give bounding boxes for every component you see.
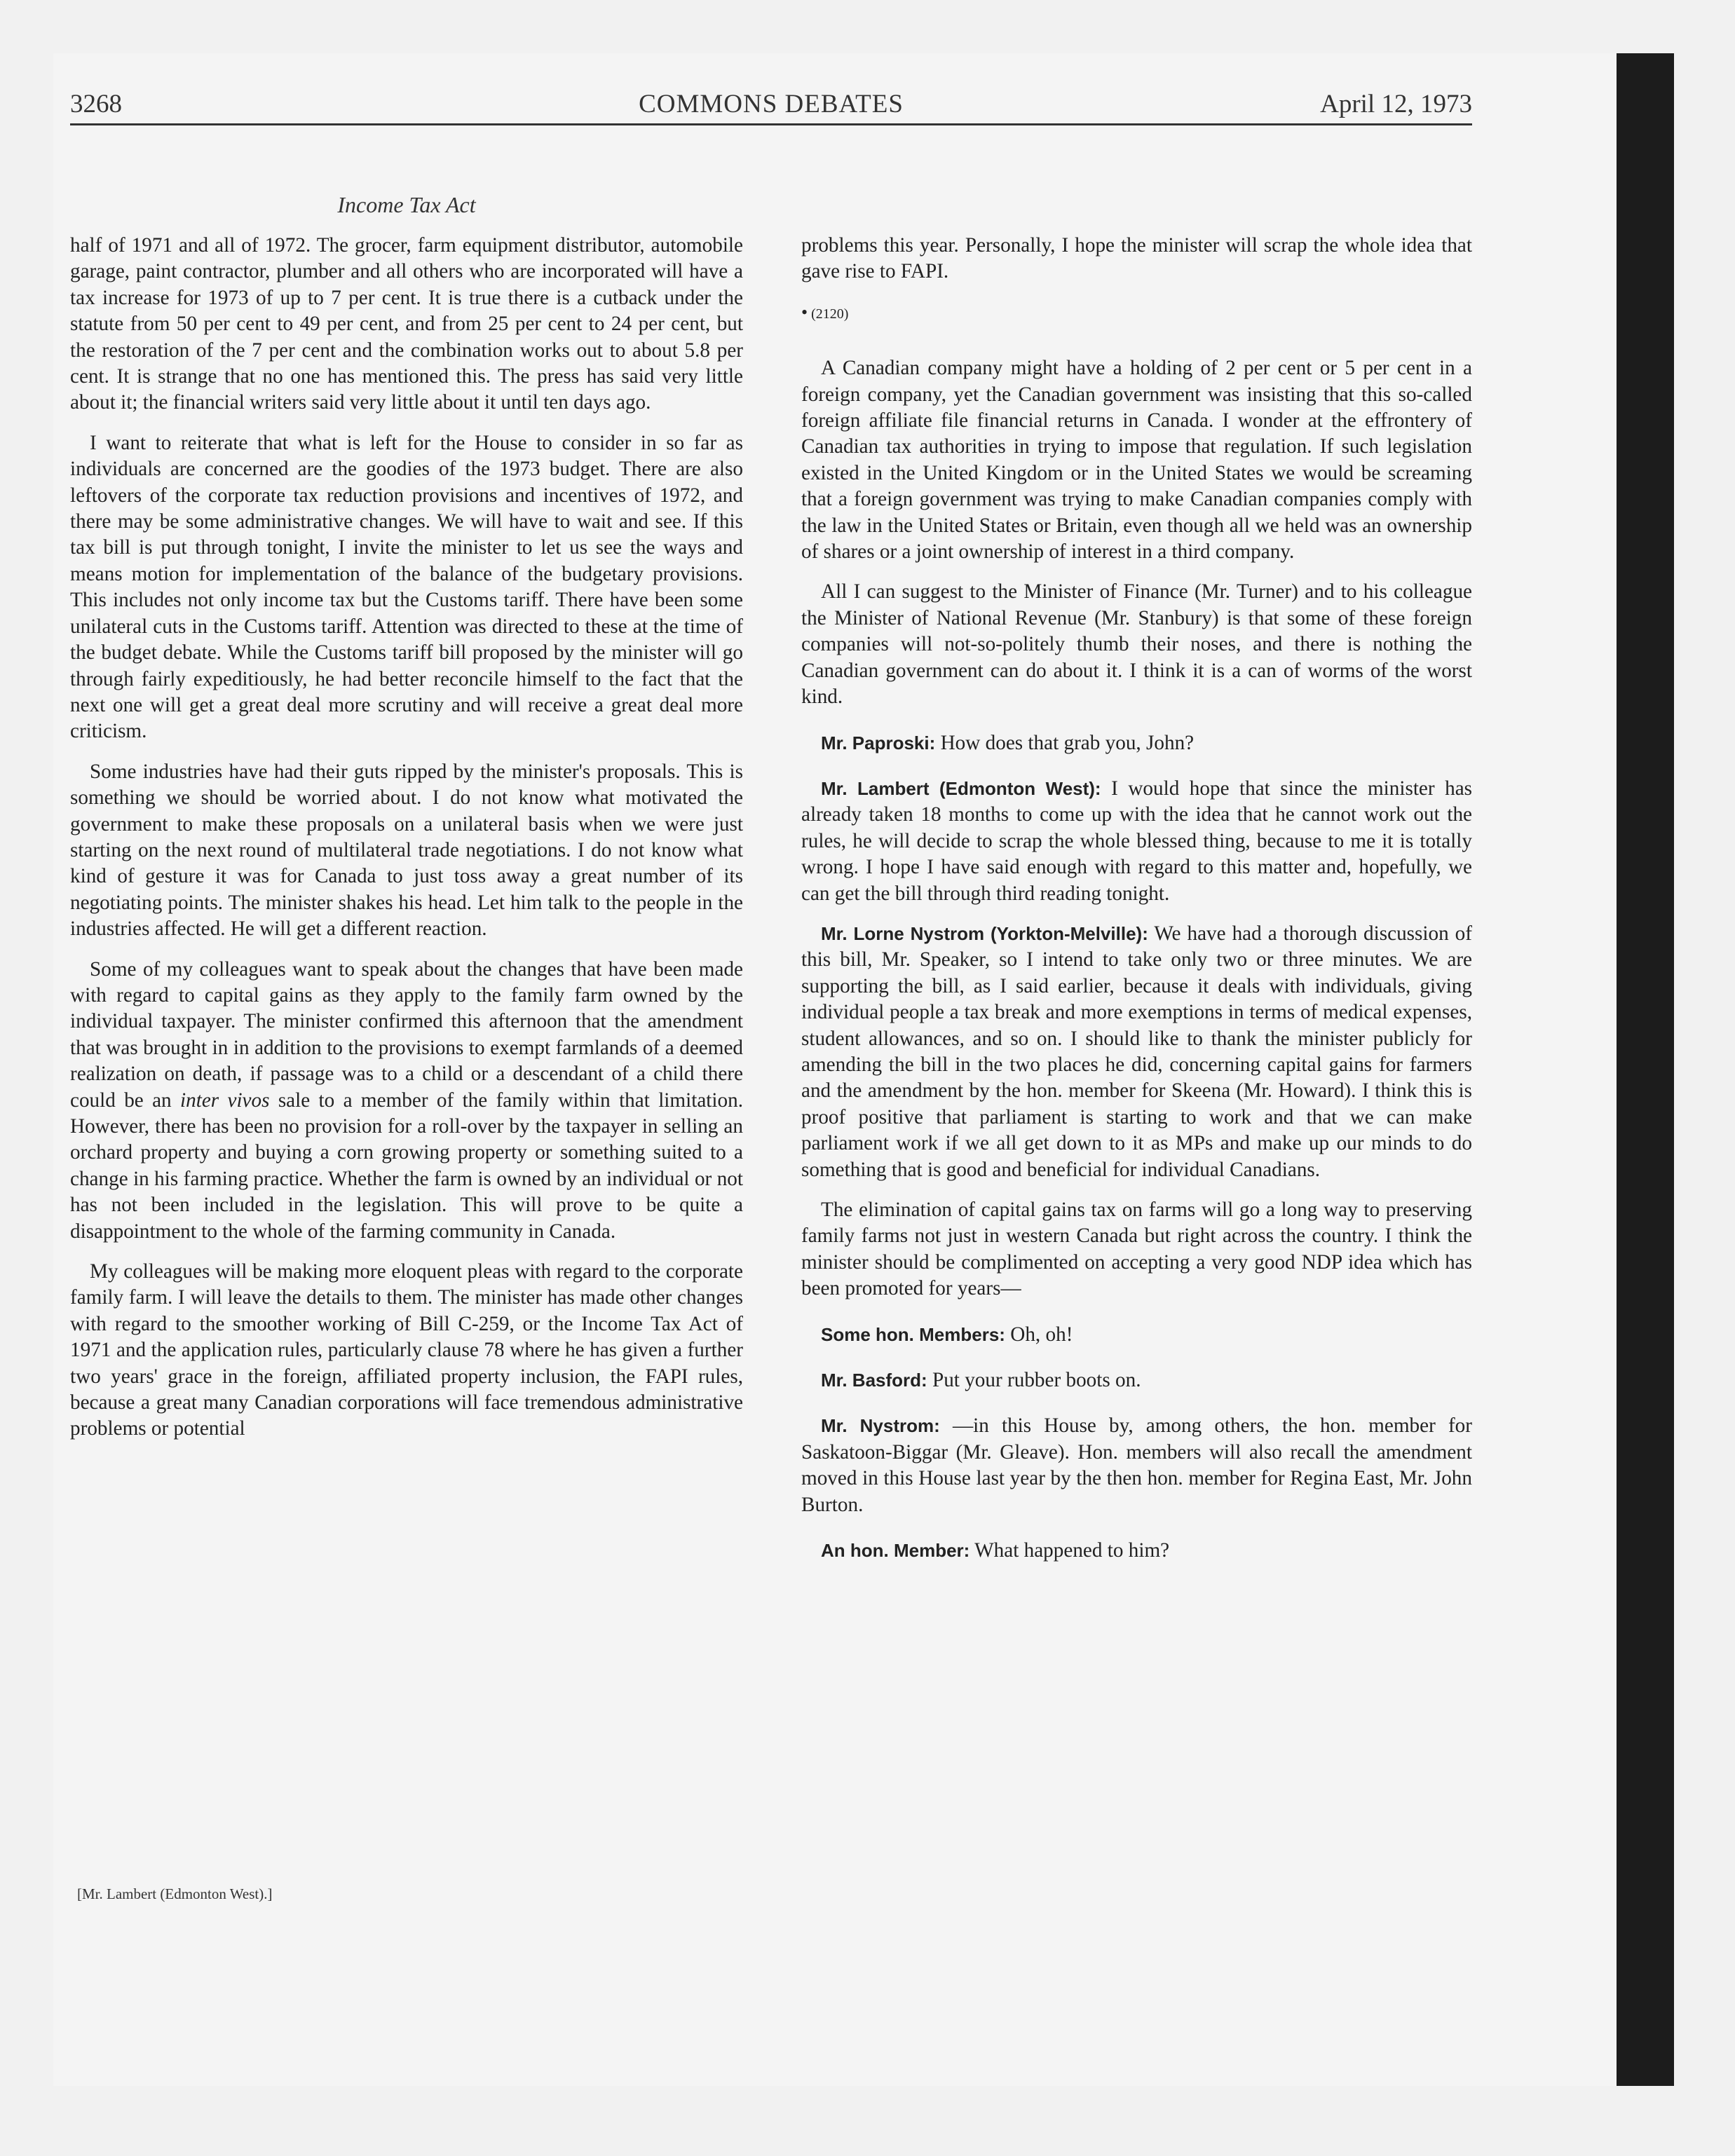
time-marker: [801, 299, 1472, 327]
speech-text: How does that grab you, John?: [940, 731, 1195, 754]
bullet-icon: •: [801, 301, 808, 322]
publication-title: COMMONS DEBATES: [639, 90, 904, 118]
speaker-name: Some hon. Members:: [821, 1323, 1005, 1345]
speech-text: We have had a thorough discussion of this bill, Mr. Speaker, so I intend to take only two or three minutes. We are supporting the bill, as I said earlier, because it deals with individuals, giving individual people a tax break and more exemptions in terms of medical expenses, student allowances, and so on. I should like to thank the minister publicly for amending the bill in the two places he did, concerning capital gains for farmers and the amendment by the hon. member for Skeena (Mr. Howard). I think this is proof positive that parliament is starting to work and that we can make parliament work if we all get down to it as MPs and make up our minds to do something that is good and beneficial for individual Canadians.: [801, 922, 1472, 1181]
paragraph: Some industries have had their guts ripped by the minister's proposals. This is something we should be worried about. I do not know what motivated the government to make these proposals on a unilateral basis when we were just starting on the next round of multilateral trade negotiations. I do not know what kind of gesture it was for Canada to just toss away a great number of its negotiating points. The minister shakes his head. Let him talk to the people in the industries affected. He will get a different reaction.: [70, 760, 743, 941]
paragraph: A Canadian company might have a holding of 2 per cent or 5 per cent in a foreign company, yet the Canadian government was insisting that this so-called foreign affiliate file financial returns in Canada. I wonder at the effrontery of Canadian tax authorities in trying to impose that regulation. If such legislation existed in the United Kingdom or in the United States we would be screaming that a foreign government was trying to make Canadian companies comply with the law in the United States or Britain, even though all we held was an ownership of shares or a joint ownership of interest in a third company.: [801, 357, 1472, 564]
speech-text: I would hope that since the minister has already taken 18 months to come up with the idea that he cannot work out the rules, he will decide to scrap the whole blessed thing, because to me it is totally wrong. I hope I have said enough with regard to this matter and, hopefully, we can get the bill through third reading tonight.: [801, 777, 1473, 905]
paragraph: My colleagues will be making more eloquent pleas with regard to the corporate family farm. I will leave the details to them. The minister has made other changes with regard to the smoother working of Bill C-259, or the Income Tax Act of 1971 and the application rules, particularly clause 78 where he has given a further two years' grace in the foreign, affiliated property inclusion, the FAPI rules, because a great many Canadian corporations will face tremendous administrative problems or potential: [70, 1260, 743, 1440]
page-number: 3268: [70, 90, 122, 118]
speaker-name: Mr. Basford:: [821, 1370, 927, 1391]
right-column: [801, 233, 1472, 1578]
speaker-name: Mr. Lorne Nystrom (Yorkton-Melville):: [821, 922, 1148, 944]
speaker-name: Mr. Nystrom:: [821, 1415, 940, 1437]
speech-text: Oh, oh!: [1010, 1323, 1073, 1346]
speech: [801, 1322, 1472, 1348]
page-header: [70, 84, 1472, 125]
speech: [801, 776, 1472, 907]
speech: [801, 1413, 1472, 1518]
speaker-name: An hon. Member:: [821, 1540, 970, 1562]
speech: [801, 730, 1472, 756]
paragraph: [70, 957, 743, 1245]
speaker-name: Mr. Lambert (Edmonton West):: [821, 777, 1101, 799]
paragraph: The elimination of capital gains tax on farms will go a long way to preserving family farms not just in western Canada but right across the country. I think the minister should be complimented on accepting a very good NDP idea which has been promoted for years—: [801, 1199, 1472, 1300]
speech-text: —in this House by, among others, the hon. member for Saskatoon-Biggar (Mr. Gleave). Hon. members will also recall the amendment moved in this House last year by the then hon. member for Regina East, Mr. John Burton.: [801, 1414, 1472, 1516]
subject-heading: Income Tax Act: [337, 192, 476, 217]
speech: [801, 1367, 1472, 1393]
publication-date: April 12, 1973: [1320, 90, 1472, 118]
left-column: [70, 233, 743, 1456]
latin-phrase: inter vivos: [180, 1089, 270, 1112]
paragraph: problems this year. Personally, I hope the minister will scrap the whole idea that gave rise to FAPI.: [801, 234, 1472, 283]
speech: [801, 1538, 1472, 1564]
paragraph-text: Some of my colleagues want to speak about the changes that have been made with regard to capital gains as they apply to the family farm owned by the individual taxpayer. The minister confirmed this afternoon that the amendment that was brought in in addition to the provisions to exempt farmlands of a deemed realization on death, if passage was to a child or a descendant of a child there could be an: [70, 957, 743, 1112]
paragraph: I want to reiterate that what is left for the House to consider in so far as individuals are concerned are the goodies of the 1973 budget. There are also leftovers of the corporate tax reduction provisions and incentives of 1972, and there may be some administrative changes. We will have to wait and see. If this tax bill is put through tonight, I invite the minister to let us see the ways and means motion for implementation of the balance of the budgetary provisions. This includes not only income tax but the Customs tariff. There have been some unilateral cuts in the Customs tariff. Attention was directed to these at the time of the budget debate. While the Customs tariff bill proposed by the minister will go through fairly expeditiously, he had better reconcile himself to the fact that the next one will get a great deal more scrutiny and will receive a great deal more criticism.: [70, 431, 743, 743]
scan-edge: [1617, 53, 1674, 2086]
paragraph-text: sale to a member of the family within that limitation. However, there has been no provision for a roll-over by the taxpayer in selling an orchard property and buying a corn growing property or something suited to a change in his farming practice. Whether the farm is owned by an individual or not has not been included in the legislation. This will prove to be quite a disappointment to the whole of the farming community in Canada.: [70, 1089, 743, 1243]
speaker-attribution: [Mr. Lambert (Edmonton West).]: [77, 1885, 273, 1902]
speech-text: Put your rubber boots on.: [932, 1369, 1141, 1392]
speech-text: What happened to him?: [974, 1539, 1170, 1562]
paragraph: All I can suggest to the Minister of Finance (Mr. Turner) and to his colleague the Minister of National Revenue (Mr. Stanbury) is that some of these foreign companies will not-so-politely thumb their noses, and there is nothing the Canadian government can do about it. I think it is a can of worms of the worst kind.: [801, 580, 1472, 709]
speech: [801, 921, 1472, 1183]
time-stamp: (2120): [811, 306, 849, 322]
speaker-name: Mr. Paproski:: [821, 732, 936, 753]
paragraph: half of 1971 and all of 1972. The grocer, farm equipment distributor, automobile garage, paint contractor, plumber and all others who are incorporated will have a tax increase for 1973 of up to 7 per cent. It is true there is a cutback under the statute from 50 per cent to 49 per cent, and from 25 per cent to 24 per cent, but the restoration of the 7 per cent and the combination works out to about 5.8 per cent. It is strange that no one has mentioned this. The press has said very little about it; the financial writers said very little about it until ten days ago.: [70, 234, 743, 414]
